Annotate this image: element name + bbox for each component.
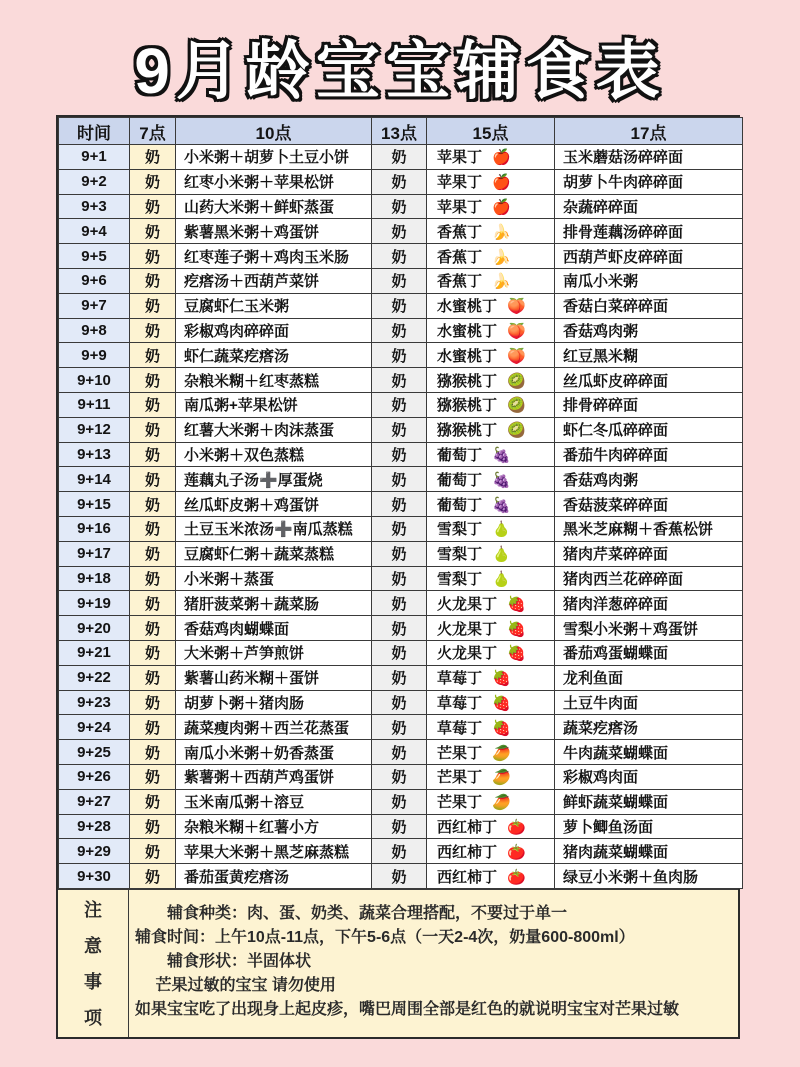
meal-cell-17: 香菇白菜碎碎面 xyxy=(555,293,743,318)
time-cell: 9+11 xyxy=(59,392,130,417)
fruit-cell-15 xyxy=(427,541,555,566)
time-cell: 9+9 xyxy=(59,343,130,368)
fruit-cell-15 xyxy=(427,293,555,318)
meal-cell-17: 丝瓜虾皮碎碎面 xyxy=(555,368,743,393)
fruit-cell-15 xyxy=(427,591,555,616)
time-cell: 9+20 xyxy=(59,616,130,641)
strawberry-icon: 🍓 xyxy=(507,645,526,663)
fruit-label: 水蜜桃丁 xyxy=(437,298,498,316)
fruit-label: 猕猴桃丁 xyxy=(437,422,498,440)
milk-cell-7: 奶 xyxy=(130,368,176,393)
milk-cell-13: 奶 xyxy=(372,715,427,740)
fruit-label: 雪梨丁 xyxy=(437,570,483,588)
meal-cell-17: 牛肉蔬菜蝴蝶面 xyxy=(555,740,743,765)
fruit-label: 水蜜桃丁 xyxy=(437,322,498,340)
table-row xyxy=(59,764,743,789)
milk-cell-7: 奶 xyxy=(130,318,176,343)
meal-cell-10: 豆腐虾仁玉米粥 xyxy=(176,293,372,318)
tomato-icon: 🍅 xyxy=(507,868,526,886)
fruit-cell-15 xyxy=(427,516,555,541)
meal-cell-17: 猪肉芹菜碎碎面 xyxy=(555,541,743,566)
fruit-cell-15 xyxy=(427,194,555,219)
fruit-label: 香蕉丁 xyxy=(437,248,483,266)
time-cell: 9+29 xyxy=(59,839,130,864)
milk-cell-7: 奶 xyxy=(130,864,176,889)
apple-icon: 🍎 xyxy=(492,174,511,192)
meal-cell-10: 彩椒鸡肉碎碎面 xyxy=(176,318,372,343)
meal-cell-10: 疙瘩汤＋西葫芦菜饼 xyxy=(176,268,372,293)
time-cell: 9+22 xyxy=(59,665,130,690)
fruit-cell-15 xyxy=(427,442,555,467)
fruit-cell-15 xyxy=(427,268,555,293)
banana-icon: 🍌 xyxy=(492,223,511,241)
milk-cell-7: 奶 xyxy=(130,169,176,194)
meal-cell-10: 红薯大米粥＋肉沫蒸蛋 xyxy=(176,417,372,442)
fruit-cell-15 xyxy=(427,740,555,765)
milk-cell-13: 奶 xyxy=(372,814,427,839)
milk-cell-13: 奶 xyxy=(372,541,427,566)
milk-cell-7: 奶 xyxy=(130,467,176,492)
strawberry-icon: 🍓 xyxy=(492,694,511,712)
meal-cell-10: 紫薯山药米糊＋蛋饼 xyxy=(176,665,372,690)
fruit-label: 火龙果丁 xyxy=(437,645,498,663)
time-cell: 9+6 xyxy=(59,268,130,293)
table-row xyxy=(59,219,743,244)
fruit-cell-15 xyxy=(427,864,555,889)
milk-cell-13: 奶 xyxy=(372,194,427,219)
fruit-label: 香蕉丁 xyxy=(437,223,483,241)
meal-cell-17: 萝卜鲫鱼汤面 xyxy=(555,814,743,839)
meal-cell-10: 小米粥＋蒸蛋 xyxy=(176,566,372,591)
notes-label-char: 注 xyxy=(84,900,102,921)
fruit-cell-15 xyxy=(427,343,555,368)
meal-cell-17: 鲜虾蔬菜蝴蝶面 xyxy=(555,789,743,814)
table-row xyxy=(59,442,743,467)
meal-cell-10: 南瓜粥+苹果松饼 xyxy=(176,392,372,417)
meal-cell-10: 紫薯黑米粥＋鸡蛋饼 xyxy=(176,219,372,244)
food-schedule-table xyxy=(58,117,743,889)
meal-cell-17: 杂蔬碎碎面 xyxy=(555,194,743,219)
meal-cell-10: 红枣小米粥＋苹果松饼 xyxy=(176,169,372,194)
milk-cell-7: 奶 xyxy=(130,541,176,566)
kiwi-icon: 🥝 xyxy=(507,372,526,390)
fruit-cell-15 xyxy=(427,814,555,839)
time-cell: 9+10 xyxy=(59,368,130,393)
fruit-cell-15 xyxy=(427,616,555,641)
meal-cell-17: 香菇菠菜碎碎面 xyxy=(555,492,743,517)
column-header-time: 时间 xyxy=(59,118,130,145)
fruit-label: 火龙果丁 xyxy=(437,620,498,638)
table-row xyxy=(59,616,743,641)
fruit-cell-15 xyxy=(427,368,555,393)
meal-cell-10: 杂粮米糊＋红薯小方 xyxy=(176,814,372,839)
milk-cell-13: 奶 xyxy=(372,591,427,616)
table-row xyxy=(59,169,743,194)
table-row xyxy=(59,789,743,814)
fruit-cell-15 xyxy=(427,690,555,715)
meal-cell-17: 胡萝卜牛肉碎碎面 xyxy=(555,169,743,194)
fruit-cell-15 xyxy=(427,219,555,244)
kiwi-icon: 🥝 xyxy=(507,422,526,440)
milk-cell-13: 奶 xyxy=(372,417,427,442)
meal-cell-10: 小米粥＋双色蒸糕 xyxy=(176,442,372,467)
milk-cell-13: 奶 xyxy=(372,516,427,541)
table-row xyxy=(59,740,743,765)
time-cell: 9+19 xyxy=(59,591,130,616)
meal-cell-10: 香菇鸡肉蝴蝶面 xyxy=(176,616,372,641)
table-row xyxy=(59,368,743,393)
table-row xyxy=(59,194,743,219)
time-cell: 9+14 xyxy=(59,467,130,492)
note-line: 如果宝宝吃了出现身上起皮疹，嘴巴周围全部是红色的就说明宝宝对芒果过敏 xyxy=(135,1000,680,1018)
meal-cell-10: 红枣莲子粥＋鸡肉玉米肠 xyxy=(176,244,372,269)
column-header-milk-7: 7点 xyxy=(130,118,176,145)
note-line: 辅食种类：肉、蛋、奶类、蔬菜合理搭配，不要过于单一 xyxy=(135,904,568,922)
milk-cell-13: 奶 xyxy=(372,392,427,417)
table-row xyxy=(59,690,743,715)
fruit-cell-15 xyxy=(427,169,555,194)
meal-cell-10: 山药大米粥＋鲜虾蒸蛋 xyxy=(176,194,372,219)
milk-cell-7: 奶 xyxy=(130,839,176,864)
table-row xyxy=(59,665,743,690)
time-cell: 9+27 xyxy=(59,789,130,814)
table-row xyxy=(59,516,743,541)
meal-cell-17: 香菇鸡肉粥 xyxy=(555,467,743,492)
milk-cell-7: 奶 xyxy=(130,665,176,690)
note-line: 辅食形状：半固体状 xyxy=(135,952,312,970)
meal-cell-17: 绿豆小米粥＋鱼肉肠 xyxy=(555,864,743,889)
notes-body xyxy=(129,890,738,1037)
meal-cell-17: 猪肉蔬菜蝴蝶面 xyxy=(555,839,743,864)
table-header-row xyxy=(59,118,743,145)
time-cell: 9+30 xyxy=(59,864,130,889)
pear-icon: 🍐 xyxy=(492,521,511,539)
milk-cell-7: 奶 xyxy=(130,591,176,616)
fruit-label: 西红柿丁 xyxy=(437,818,498,836)
mango-icon: 🥭 xyxy=(492,744,511,762)
fruit-label: 西红柿丁 xyxy=(437,843,498,861)
meal-cell-17: 香菇鸡肉粥 xyxy=(555,318,743,343)
banana-icon: 🍌 xyxy=(492,248,511,266)
fruit-cell-15 xyxy=(427,492,555,517)
milk-cell-13: 奶 xyxy=(372,169,427,194)
table-row xyxy=(59,293,743,318)
milk-cell-13: 奶 xyxy=(372,343,427,368)
meal-cell-10: 小米粥＋胡萝卜土豆小饼 xyxy=(176,145,372,170)
fruit-label: 芒果丁 xyxy=(437,744,483,762)
milk-cell-13: 奶 xyxy=(372,293,427,318)
strawberry-icon: 🍓 xyxy=(492,719,511,737)
table-row xyxy=(59,814,743,839)
fruit-label: 苹果丁 xyxy=(437,174,483,192)
time-cell: 9+21 xyxy=(59,640,130,665)
milk-cell-7: 奶 xyxy=(130,219,176,244)
mango-icon: 🥭 xyxy=(492,769,511,787)
table-row xyxy=(59,839,743,864)
milk-cell-13: 奶 xyxy=(372,864,427,889)
meal-cell-10: 玉米南瓜粥＋溶豆 xyxy=(176,789,372,814)
table-row xyxy=(59,566,743,591)
fruit-cell-15 xyxy=(427,665,555,690)
meal-cell-10: 蔬菜瘦肉粥＋西兰花蒸蛋 xyxy=(176,715,372,740)
milk-cell-13: 奶 xyxy=(372,764,427,789)
fruit-label: 草莓丁 xyxy=(437,694,483,712)
table-row xyxy=(59,640,743,665)
table-row xyxy=(59,244,743,269)
milk-cell-7: 奶 xyxy=(130,690,176,715)
grapes-icon: 🍇 xyxy=(492,496,511,514)
milk-cell-7: 奶 xyxy=(130,268,176,293)
meal-cell-17: 蔬菜疙瘩汤 xyxy=(555,715,743,740)
fruit-cell-15 xyxy=(427,789,555,814)
fruit-label: 葡萄丁 xyxy=(437,446,483,464)
fruit-cell-15 xyxy=(427,764,555,789)
tomato-icon: 🍅 xyxy=(507,818,526,836)
fruit-cell-15 xyxy=(427,839,555,864)
fruit-label: 雪梨丁 xyxy=(437,521,483,539)
milk-cell-13: 奶 xyxy=(372,244,427,269)
milk-cell-7: 奶 xyxy=(130,640,176,665)
meal-cell-10: 南瓜小米粥＋奶香蒸蛋 xyxy=(176,740,372,765)
fruit-label: 雪梨丁 xyxy=(437,546,483,564)
fruit-label: 香蕉丁 xyxy=(437,273,483,291)
column-header-fruit-15: 15点 xyxy=(427,118,555,145)
strawberry-icon: 🍓 xyxy=(492,670,511,688)
milk-cell-13: 奶 xyxy=(372,616,427,641)
meal-cell-10: 土豆玉米浓汤➕南瓜蒸糕 xyxy=(176,516,372,541)
meal-cell-17: 西葫芦虾皮碎碎面 xyxy=(555,244,743,269)
fruit-label: 草莓丁 xyxy=(437,719,483,737)
milk-cell-13: 奶 xyxy=(372,640,427,665)
fruit-cell-15 xyxy=(427,244,555,269)
meal-cell-17: 龙利鱼面 xyxy=(555,665,743,690)
milk-cell-7: 奶 xyxy=(130,789,176,814)
fruit-label: 芒果丁 xyxy=(437,769,483,787)
table-row xyxy=(59,145,743,170)
table-row xyxy=(59,417,743,442)
milk-cell-13: 奶 xyxy=(372,219,427,244)
grapes-icon: 🍇 xyxy=(492,446,511,464)
fruit-label: 芒果丁 xyxy=(437,794,483,812)
table-row xyxy=(59,591,743,616)
milk-cell-7: 奶 xyxy=(130,740,176,765)
fruit-cell-15 xyxy=(427,467,555,492)
milk-cell-13: 奶 xyxy=(372,740,427,765)
meal-cell-10: 紫薯粥＋西葫芦鸡蛋饼 xyxy=(176,764,372,789)
time-cell: 9+28 xyxy=(59,814,130,839)
apple-icon: 🍎 xyxy=(492,198,511,216)
grapes-icon: 🍇 xyxy=(492,471,511,489)
table-row xyxy=(59,715,743,740)
meal-cell-10: 大米粥＋芦笋煎饼 xyxy=(176,640,372,665)
page-title: 9月龄宝宝辅食表 xyxy=(134,35,666,107)
time-cell: 9+26 xyxy=(59,764,130,789)
milk-cell-13: 奶 xyxy=(372,368,427,393)
milk-cell-13: 奶 xyxy=(372,492,427,517)
meal-cell-17: 番茄牛肉碎碎面 xyxy=(555,442,743,467)
time-cell: 9+12 xyxy=(59,417,130,442)
milk-cell-7: 奶 xyxy=(130,492,176,517)
fruit-label: 草莓丁 xyxy=(437,670,483,688)
time-cell: 9+15 xyxy=(59,492,130,517)
fruit-label: 苹果丁 xyxy=(437,149,483,167)
meal-cell-10: 猪肝菠菜粥＋蔬菜肠 xyxy=(176,591,372,616)
table-row xyxy=(59,492,743,517)
meal-cell-10: 苹果大米粥＋黑芝麻蒸糕 xyxy=(176,839,372,864)
fruit-cell-15 xyxy=(427,392,555,417)
table-row xyxy=(59,392,743,417)
fruit-cell-15 xyxy=(427,640,555,665)
table-row xyxy=(59,467,743,492)
milk-cell-7: 奶 xyxy=(130,814,176,839)
meal-cell-10: 胡萝卜粥＋猪肉肠 xyxy=(176,690,372,715)
notes-label-char: 意 xyxy=(84,936,102,957)
fruit-cell-15 xyxy=(427,318,555,343)
time-cell: 9+4 xyxy=(59,219,130,244)
meal-cell-17: 雪梨小米粥＋鸡蛋饼 xyxy=(555,616,743,641)
mango-icon: 🥭 xyxy=(492,794,511,812)
column-header-milk-13: 13点 xyxy=(372,118,427,145)
milk-cell-7: 奶 xyxy=(130,392,176,417)
time-cell: 9+16 xyxy=(59,516,130,541)
food-schedule-sheet xyxy=(56,115,740,1039)
fruit-cell-15 xyxy=(427,145,555,170)
milk-cell-7: 奶 xyxy=(130,417,176,442)
fruit-label: 火龙果丁 xyxy=(437,595,498,613)
milk-cell-7: 奶 xyxy=(130,715,176,740)
kiwi-icon: 🥝 xyxy=(507,397,526,415)
milk-cell-13: 奶 xyxy=(372,318,427,343)
tomato-icon: 🍅 xyxy=(507,843,526,861)
fruit-label: 水蜜桃丁 xyxy=(437,347,498,365)
milk-cell-13: 奶 xyxy=(372,268,427,293)
meal-cell-17: 虾仁冬瓜碎碎面 xyxy=(555,417,743,442)
meal-cell-17: 猪肉西兰花碎碎面 xyxy=(555,566,743,591)
fruit-label: 猕猴桃丁 xyxy=(437,372,498,390)
fruit-cell-15 xyxy=(427,566,555,591)
fruit-cell-15 xyxy=(427,715,555,740)
pear-icon: 🍐 xyxy=(492,546,511,564)
milk-cell-13: 奶 xyxy=(372,566,427,591)
meal-cell-10: 丝瓜虾皮粥＋鸡蛋饼 xyxy=(176,492,372,517)
meal-cell-10: 莲藕丸子汤➕厚蛋烧 xyxy=(176,467,372,492)
notes-label-char: 项 xyxy=(84,1008,102,1029)
time-cell: 9+23 xyxy=(59,690,130,715)
meal-cell-10: 豆腐虾仁粥＋蔬菜蒸糕 xyxy=(176,541,372,566)
time-cell: 9+1 xyxy=(59,145,130,170)
notes-section xyxy=(58,889,738,1037)
milk-cell-7: 奶 xyxy=(130,566,176,591)
strawberry-icon: 🍓 xyxy=(507,620,526,638)
fruit-label: 猕猴桃丁 xyxy=(437,397,498,415)
milk-cell-13: 奶 xyxy=(372,442,427,467)
peach-icon: 🍑 xyxy=(507,322,526,340)
fruit-cell-15 xyxy=(427,417,555,442)
meal-cell-17: 排骨碎碎面 xyxy=(555,392,743,417)
time-cell: 9+17 xyxy=(59,541,130,566)
time-cell: 9+5 xyxy=(59,244,130,269)
time-cell: 9+25 xyxy=(59,740,130,765)
time-cell: 9+2 xyxy=(59,169,130,194)
column-header-meal-17: 17点 xyxy=(555,118,743,145)
table-row xyxy=(59,864,743,889)
time-cell: 9+7 xyxy=(59,293,130,318)
milk-cell-7: 奶 xyxy=(130,616,176,641)
apple-icon: 🍎 xyxy=(492,149,511,167)
milk-cell-7: 奶 xyxy=(130,343,176,368)
time-cell: 9+8 xyxy=(59,318,130,343)
time-cell: 9+3 xyxy=(59,194,130,219)
fruit-label: 苹果丁 xyxy=(437,198,483,216)
meal-cell-17: 黑米芝麻糊＋香蕉松饼 xyxy=(555,516,743,541)
milk-cell-13: 奶 xyxy=(372,665,427,690)
table-row xyxy=(59,268,743,293)
time-cell: 9+13 xyxy=(59,442,130,467)
meal-cell-17: 玉米蘑菇汤碎碎面 xyxy=(555,145,743,170)
milk-cell-13: 奶 xyxy=(372,145,427,170)
column-header-meal-10: 10点 xyxy=(176,118,372,145)
meal-cell-17: 红豆黑米糊 xyxy=(555,343,743,368)
table-row xyxy=(59,318,743,343)
pear-icon: 🍐 xyxy=(492,570,511,588)
meal-cell-17: 彩椒鸡肉面 xyxy=(555,764,743,789)
note-line: 辅食时间：上午10点-11点，下午5-6点（一天2-4次，奶量600-800ml） xyxy=(135,928,635,946)
note-line: 芒果过敏的宝宝 请勿使用 xyxy=(135,976,336,994)
milk-cell-7: 奶 xyxy=(130,293,176,318)
milk-cell-13: 奶 xyxy=(372,789,427,814)
peach-icon: 🍑 xyxy=(507,347,526,365)
fruit-label: 葡萄丁 xyxy=(437,496,483,514)
meal-cell-17: 番茄鸡蛋蝴蝶面 xyxy=(555,640,743,665)
notes-label xyxy=(58,890,129,1037)
time-cell: 9+18 xyxy=(59,566,130,591)
strawberry-icon: 🍓 xyxy=(507,595,526,613)
milk-cell-7: 奶 xyxy=(130,764,176,789)
meal-cell-10: 虾仁蔬菜疙瘩汤 xyxy=(176,343,372,368)
milk-cell-13: 奶 xyxy=(372,690,427,715)
meal-cell-17: 排骨莲藕汤碎碎面 xyxy=(555,219,743,244)
peach-icon: 🍑 xyxy=(507,298,526,316)
milk-cell-7: 奶 xyxy=(130,194,176,219)
meal-cell-10: 番茄蛋黄疙瘩汤 xyxy=(176,864,372,889)
milk-cell-13: 奶 xyxy=(372,467,427,492)
milk-cell-7: 奶 xyxy=(130,145,176,170)
meal-cell-17: 南瓜小米粥 xyxy=(555,268,743,293)
meal-cell-17: 猪肉洋葱碎碎面 xyxy=(555,591,743,616)
table-row xyxy=(59,343,743,368)
time-cell: 9+24 xyxy=(59,715,130,740)
milk-cell-7: 奶 xyxy=(130,516,176,541)
meal-cell-10: 杂粮米糊＋红枣蒸糕 xyxy=(176,368,372,393)
fruit-label: 西红柿丁 xyxy=(437,868,498,886)
milk-cell-7: 奶 xyxy=(130,244,176,269)
table-row xyxy=(59,541,743,566)
milk-cell-13: 奶 xyxy=(372,839,427,864)
banana-icon: 🍌 xyxy=(492,273,511,291)
meal-cell-17: 土豆牛肉面 xyxy=(555,690,743,715)
notes-label-char: 事 xyxy=(84,972,102,993)
milk-cell-7: 奶 xyxy=(130,442,176,467)
fruit-label: 葡萄丁 xyxy=(437,471,483,489)
